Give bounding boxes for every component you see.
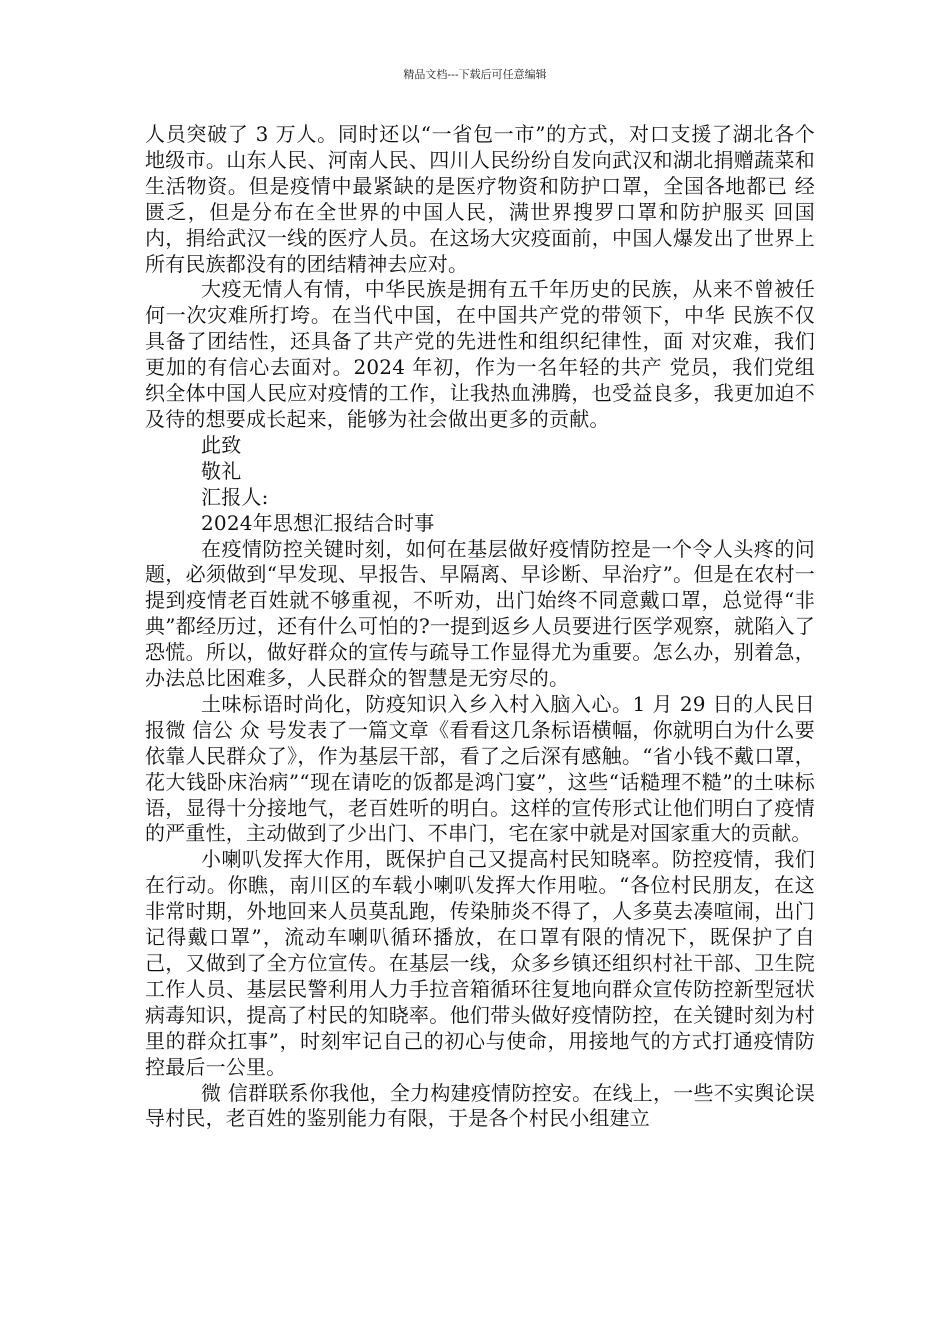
section-title: 2024年思想汇报结合时事 [201, 510, 435, 535]
paragraph-continuation: 人员突破了 3 万人。同时还以“一省包一市”的方式，对口支援了湖北各个地级市。山东人民、河南人民、四川人民纷纷自发向武汉和湖北捐赠蔬菜和生活物资。但是疫情中最紧缺的是医疗物资和防护口罩，全国各地都已 经匮乏，但是分布在全世界的中国人民，满世界搜罗口罩和防护服买 回国内，捐给武汉一线的医疗人员。在这场大灾疫面前，中国人爆发出了世界上所有民族都没有的团结精神去应对。 [145, 122, 815, 276]
paragraph-unity: 大疫无情人有情，中华民族是拥有五千年历史的民族，从来不曾被任何一次灾难所打垮。在当代中国，在中国共产党的带领下，中华 民族不仅具备了团结性，还具备了共产党的先进性和组织纪律性，面 对灾难，我们更加的有信心去面对。2024 年初，作为一名年轻的共产 党员，我们党组织全体中国人民应对疫情的工作，让我热血沸腾，也受益良多，我更加迫不及待的想要成长起来，能够为社会做出更多的贡献。 [145, 277, 815, 431]
reporter-label: 汇报人: [201, 484, 269, 509]
paragraph-wechat: 微 信群联系你我他，全力构建疫情防控安。在线上，一些不实舆论误导村民，老百姓的鉴别能力有限，于是各个村民小组建立 [145, 1080, 815, 1131]
paragraph-grassroots: 在疫情防控关键时刻，如何在基层做好疫情防控是一个令人头疼的问题，必须做到“早发现、早报告、早隔离、早诊断、早治疗”。但是在农村一提到疫情老百姓就不够重视，不听劝，出门始终不同意戴口罩，总觉得“非典”都经历过，还有什么可怕的?一提到返乡人员要进行医学观察，就陷入了恐慌。所以，做好群众的宣传与疏导工作显得尤为重要。怎么办，别着急，办法总比困难多，人民群众的智慧是无穷尽的。 [145, 536, 815, 691]
paragraph-loudspeaker: 小喇叭发挥大作用，既保护自己又提高村民知晓率。防控疫情，我们在行动。你瞧，南川区的车载小喇叭发挥大作用啦。“各位村民朋友，在这非常时期，外地回来人员莫乱跑，传染肺炎不得了，人多莫去凑喧闹，出门记得戴口罩”，流动车喇叭循环播放，在口罩有限的情况下，既保护了自己，又做到了全方位宣传。在基层一线，众多乡镇还组织村社干部、卫生院工作人员、基层民警利用人力手拉音箱循环往复地向群众宣传防控新型冠状病毒知识，提高了村民的知晓率。他们带头做好疫情防控，在关键时刻为村里的群众扛事”，时刻牢记自己的初心与使命，用接地气的方式打通疫情防控最后一公里。 [145, 847, 815, 1079]
closing-greeting: 此致 [201, 432, 242, 457]
document-body [145, 122, 815, 1132]
paragraph-slogans: 土味标语时尚化，防疫知识入乡入村入脑入心。1 月 29 日的人民日报微 信公 众 号发表了一篇文章《看看这几条标语横幅，你就明白为什么要依靠人民群众了》，作为基层干部，看了之后深有感触。“省小钱不戴口罩，花大钱卧床治病”“现在请吃的饭都是鸿门宴”，这些“话糙理不糙”的土味标语，显得十分接地气，老百姓听的明白。这样的宣传形式让他们明白了疫情的严重性，主动做到了少出门、不串门，宅在家中就是对国家重大的贡献。 [145, 691, 815, 846]
page-header: 精品文档---下载后可任意编辑 [403, 68, 547, 81]
closing-salute: 敬礼 [201, 458, 242, 483]
